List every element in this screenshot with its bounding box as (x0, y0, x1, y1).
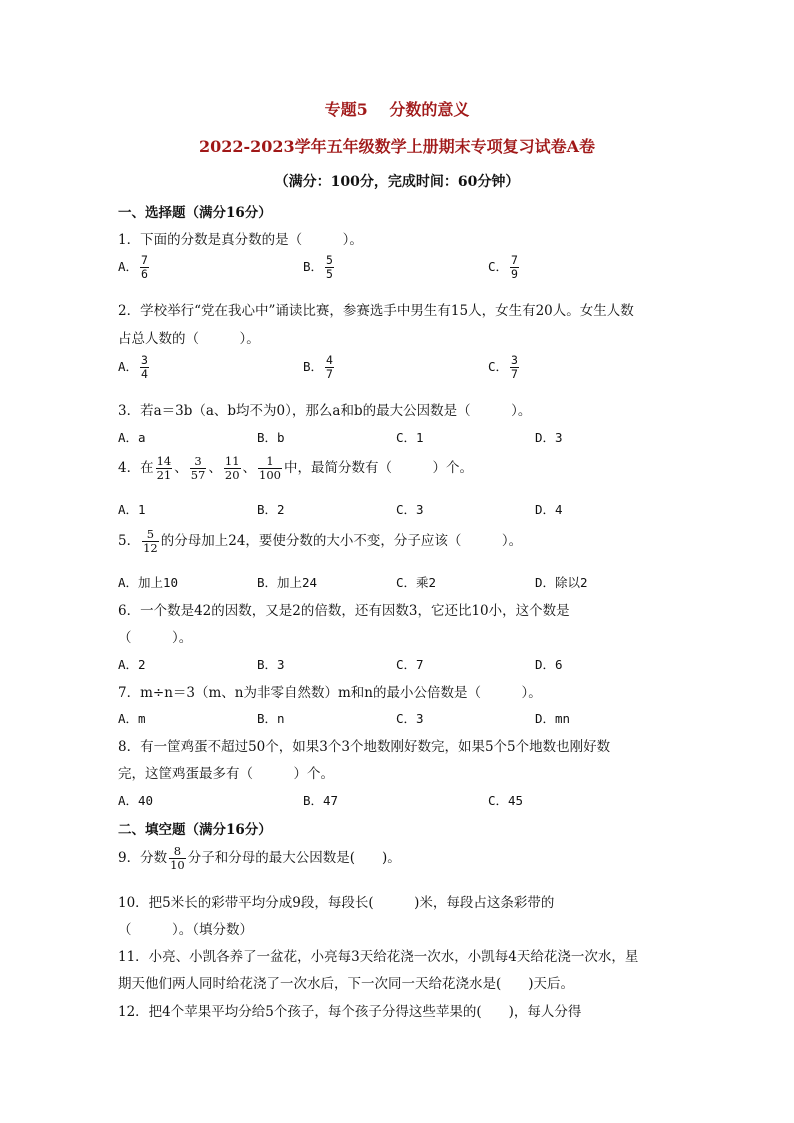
denominator: 7 (326, 367, 333, 381)
fraction (510, 354, 519, 381)
numerator: 11 (224, 454, 240, 468)
q5-option-a: A．加上10 (118, 575, 179, 590)
question-9 (118, 845, 401, 872)
q7-option-b: B．n (257, 711, 285, 726)
denominator: 21 (156, 468, 172, 482)
q3-option-b: B．b (257, 430, 285, 445)
question-11-line-2: 期天他们两人同时给花浇了一次水后，下一次同一天给花浇水是( )天后。 (118, 976, 575, 992)
q1-option-b (303, 254, 336, 281)
section-heading-choice: 一、选择题（满分16分） (118, 205, 272, 221)
option-label: C． (488, 359, 509, 374)
q1-option-c (488, 254, 521, 281)
question-12-line-1: 12．把4个苹果平均分给5个孩子，每个孩子分得这些苹果的( )，每人分得 (118, 1004, 582, 1020)
option-label: A． (118, 259, 139, 274)
separator: 、 (208, 460, 222, 476)
q3-option-c: C．1 (396, 430, 424, 445)
denominator: 6 (141, 267, 148, 281)
q1-option-a (118, 254, 151, 281)
fraction (510, 254, 519, 281)
option-label: B． (303, 359, 324, 374)
fraction (325, 354, 334, 381)
denominator: 7 (511, 367, 518, 381)
fraction (156, 455, 173, 482)
q8-option-a: A．40 (118, 793, 154, 808)
q4-option-c: C．3 (396, 502, 424, 517)
question-text: 的分母加上24，要使分数的大小不变，分子应该（ ）。 (160, 533, 523, 549)
q4-option-a: A．1 (118, 502, 146, 517)
fraction (258, 455, 282, 482)
numerator: 3 (194, 454, 202, 468)
numerator: 7 (141, 253, 148, 267)
numerator: 8 (173, 844, 182, 858)
q3-option-d: D．3 (535, 430, 563, 445)
denominator: 100 (259, 468, 281, 482)
question-text: 9．分数 (118, 850, 168, 866)
option-label: C． (488, 259, 509, 274)
denominator: 12 (143, 541, 158, 555)
q7-option-d: D．mn (535, 711, 571, 726)
q3-option-a: A．a (118, 430, 146, 445)
question-5 (118, 528, 522, 555)
fraction (142, 528, 159, 555)
denominator: 4 (141, 367, 148, 381)
numerator: 5 (326, 253, 333, 267)
numerator: 7 (511, 253, 518, 267)
page-title: 专题5 分数的意义 (324, 100, 470, 119)
separator: 、 (242, 460, 257, 476)
numerator: 3 (511, 353, 518, 367)
question-1: 1．下面的分数是真分数的是（ ）。 (118, 232, 363, 248)
q2-option-a (118, 354, 151, 381)
denominator: 20 (224, 468, 240, 482)
q8-option-b: B．47 (303, 793, 339, 808)
q6-option-a: A．2 (118, 657, 146, 672)
q2-option-b (303, 354, 336, 381)
q5-option-b: B．加上24 (257, 575, 318, 590)
fraction (140, 254, 149, 281)
question-text: 中，最简分数有（ ）个。 (283, 460, 473, 476)
fraction (190, 455, 207, 482)
question-2-line-1: 2．学校举行“党在我心中”诵读比赛，参赛选手中男生有15人，女生有20人。女生人数 (118, 303, 634, 319)
question-10-line-1: 10．把5米长的彩带平均分成9段，每段长( )米，每段占这条彩带的 (118, 895, 555, 911)
question-text: 4．在 (118, 460, 154, 476)
exam-info: （满分：100分，完成时间：60分钟） (274, 174, 520, 190)
option-label: B． (303, 259, 324, 274)
numerator: 5 (146, 527, 155, 541)
denominator: 5 (326, 267, 333, 281)
fraction (325, 254, 334, 281)
denominator: 9 (511, 267, 518, 281)
numerator: 1 (266, 454, 274, 468)
section-heading-fill-in: 二、填空题（满分16分） (118, 822, 272, 838)
q7-option-c: C．3 (396, 711, 424, 726)
numerator: 4 (326, 353, 333, 367)
question-number: 5． (118, 533, 141, 549)
q7-option-a: A．m (118, 711, 146, 726)
option-label: A． (118, 359, 139, 374)
question-6-line-2: （ ）。 (118, 630, 193, 646)
question-11-line-1: 11．小亮、小凯各养了一盆花，小亮每3天给花浇一次水，小凯每4天给花浇一次水，星 (118, 949, 639, 965)
q6-option-c: C．7 (396, 657, 424, 672)
question-10-line-2: （ ）。（填分数） (118, 922, 253, 938)
q4-option-b: B．2 (257, 502, 285, 517)
question-8-line-1: 8．有一筐鸡蛋不超过50个，如果3个3个地数刚好数完，如果5个5个地数也刚好数 (118, 739, 611, 755)
q6-option-b: B．3 (257, 657, 285, 672)
q2-option-c (488, 354, 521, 381)
q6-option-d: D．6 (535, 657, 563, 672)
question-7: 7．m÷n＝3（m、n为非零自然数）m和n的最小公倍数是（ ）。 (118, 685, 542, 701)
denominator: 10 (170, 858, 185, 872)
q5-option-d: D．除以2 (535, 575, 588, 590)
fraction (140, 354, 149, 381)
fraction (224, 455, 241, 482)
question-3: 3．若a＝3b（a、b均不为0），那么a和b的最大公因数是（ ）。 (118, 403, 532, 419)
q4-option-d: D．4 (535, 502, 563, 517)
question-text: 分子和分母的最大公因数是( )。 (187, 850, 401, 866)
numerator: 14 (156, 454, 172, 468)
question-4 (118, 455, 473, 482)
question-2-line-2: 占总人数的（ ）。 (118, 331, 260, 347)
fraction (169, 845, 186, 872)
q5-option-c: C．乘2 (396, 575, 437, 590)
separator: 、 (174, 460, 188, 476)
q8-option-c: C．45 (488, 793, 524, 808)
numerator: 3 (141, 353, 148, 367)
question-6-line-1: 6．一个数是42的因数，又是2的倍数，还有因数3，它还比10小，这个数是 (118, 603, 570, 619)
page-subtitle: 2022-2023学年五年级数学上册期末专项复习试卷A卷 (198, 137, 596, 156)
question-8-line-2: 完，这筐鸡蛋最多有（ ）个。 (118, 766, 334, 782)
denominator: 57 (190, 468, 206, 482)
